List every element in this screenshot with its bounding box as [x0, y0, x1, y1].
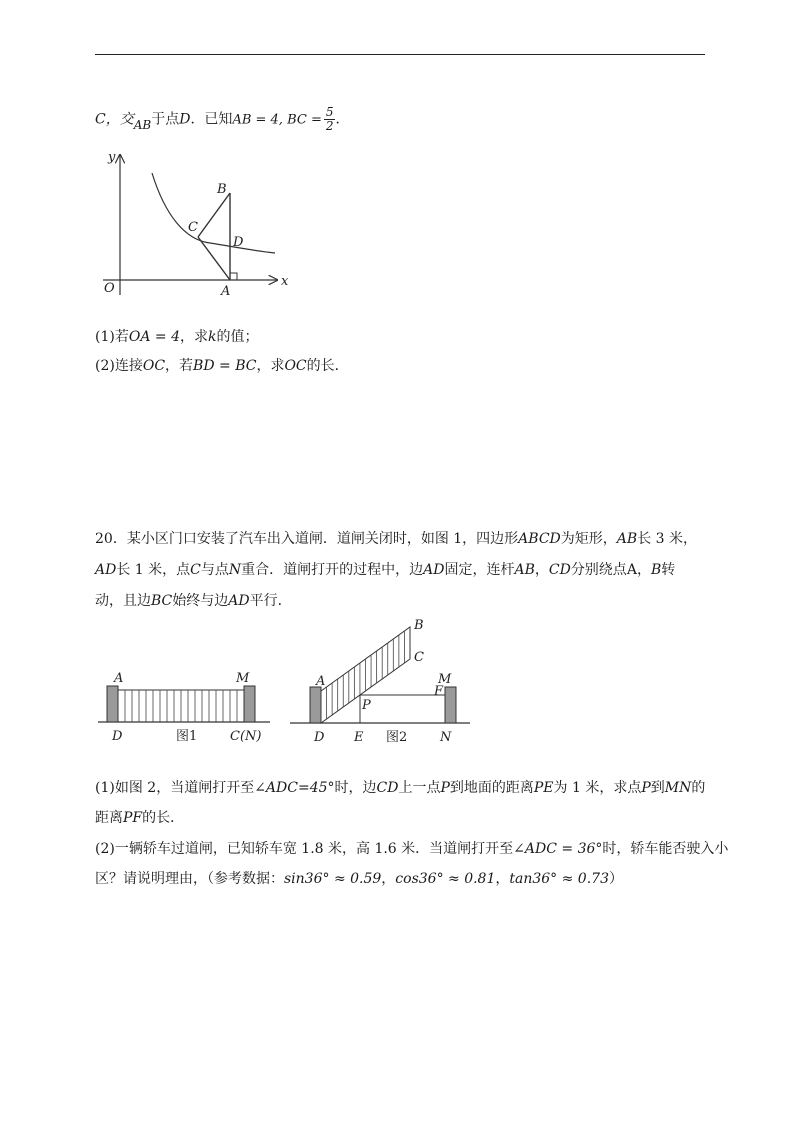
point-d: D — [179, 111, 191, 128]
label-o: O — [104, 281, 115, 296]
fig2-label-c: C — [414, 650, 424, 665]
label-b: B — [217, 182, 227, 197]
q20-2-j: ） — [608, 871, 623, 887]
fig1-label-cn: C(N) — [230, 729, 262, 744]
q19-2-oc: OC — [142, 358, 166, 374]
figure-2-open-gate — [290, 615, 490, 755]
q20-l3c: 始终与边 — [172, 593, 229, 609]
q19-1-equation: OA = 4 — [128, 329, 180, 345]
fig2-label-d: D — [314, 730, 325, 745]
q20-1-e: 上一点 — [398, 780, 441, 796]
q19-2-suffix: 的长． — [306, 358, 349, 374]
q20-2-d: 区？请说明理由，（参考数据： — [95, 871, 284, 887]
q20-n: N — [228, 562, 242, 578]
text-at-point: 于点 — [151, 111, 180, 128]
q20-l3e: 平行． — [249, 593, 292, 609]
q20-ad: AD — [95, 562, 117, 578]
fig1-label-d: D — [112, 729, 123, 744]
q20-1-p-end: 的长． — [142, 810, 185, 826]
q20-bc: BC — [151, 593, 173, 609]
q20-1-angle: ∠ADC=45° — [254, 780, 335, 796]
figure-1-closed-gate — [98, 660, 278, 750]
q19-1-mid: ，求 — [179, 329, 208, 345]
q20-ad2: AD — [423, 562, 445, 578]
question-19-1 — [95, 327, 258, 347]
q19-2-oc2: OC — [284, 358, 307, 374]
question-19-2 — [95, 356, 349, 376]
given-equation: AB = 4, BC = — [232, 112, 322, 128]
q20-c: C — [190, 562, 201, 578]
q20-cd: CD — [548, 562, 571, 578]
q20-l2d: 与点 — [200, 562, 229, 578]
question-20-1-line-2 — [95, 808, 184, 828]
segment-bc-line — [198, 193, 230, 237]
q19-1-prefix: (1)若 — [95, 329, 129, 345]
figure-19-graph — [95, 145, 295, 305]
label-c: C — [188, 220, 198, 235]
q20-1-p: P — [440, 780, 450, 796]
q20-1-i: 为 1 米，求点 — [553, 780, 642, 796]
q20-2-f: ， — [381, 871, 396, 887]
question-20-1-line-1 — [95, 778, 705, 798]
fig1-label-a: A — [114, 671, 124, 686]
q20-2-c: 时，轿车能否驶入小 — [602, 841, 729, 857]
fig2-label-b: B — [414, 618, 424, 633]
right-angle-mark — [230, 273, 237, 280]
q20-ab2: AB — [514, 562, 535, 578]
q20-ad3: AD — [228, 593, 250, 609]
left-post-2 — [310, 687, 321, 723]
q20-2-a: (2)一辆轿车过道闸，已知轿车宽 1.8 米，高 1.6 米．当道闸打开至 — [95, 841, 514, 857]
left-post — [107, 686, 118, 722]
gate-vertical-bars — [125, 690, 237, 722]
text-c-intersect: C，交 — [95, 111, 134, 128]
q20-l1c: 为矩形， — [560, 531, 617, 547]
q19-2-equation: BD = BC — [193, 358, 257, 374]
q20-2-h: ， — [495, 871, 510, 887]
hyperbola-curve — [152, 173, 275, 253]
fig2-label-a: A — [316, 674, 326, 689]
label-d: D — [233, 235, 244, 250]
problem-19-continuation — [95, 106, 349, 133]
label-x: x — [281, 274, 289, 289]
q19-1-suffix: 的值； — [216, 329, 259, 345]
label-y: y — [108, 150, 116, 165]
q20-l2h: 固定，连杆 — [444, 562, 515, 578]
fig2-label-n: N — [440, 730, 452, 745]
q20-2-sin: sin36° ≈ 0.59 — [284, 871, 382, 887]
fraction-denominator: 2 — [325, 119, 334, 133]
q20-l2f: 重合．道闸打开的过程中，边 — [241, 562, 424, 578]
q20-2-angle: ∠ADC = 36° — [513, 841, 603, 857]
q20-l3a: 动，且边 — [95, 593, 151, 609]
q20-l2n: ， — [636, 562, 651, 578]
q20-1-g: 到地面的距离 — [449, 780, 534, 796]
problem-20-line-3 — [95, 591, 292, 611]
q19-1-k: k — [207, 329, 217, 345]
problem-20-line-2 — [95, 560, 675, 580]
fig2-label-m: M — [438, 672, 452, 687]
label-a: A — [221, 284, 231, 299]
q20-1-p2: P — [641, 780, 651, 796]
q20-2-tan: tan36° ≈ 0.73 — [509, 871, 609, 887]
q20-b: B — [650, 562, 662, 578]
q20-l1a: 20．某小区门口安装了汽车出入道闸．道闸关闭时，如图 1，四边形 — [95, 531, 519, 547]
fig2-caption: 图2 — [386, 730, 408, 745]
fig2-label-f: F — [434, 684, 444, 699]
segment-ab: AB — [133, 117, 152, 132]
q20-1-m: 的 — [691, 780, 706, 796]
q20-abcd: ABCD — [518, 531, 561, 547]
fig1-caption: 图1 — [176, 729, 198, 744]
fig1-label-m: M — [236, 671, 250, 686]
q20-1-c: 时，边 — [334, 780, 377, 796]
header-rule — [95, 54, 705, 55]
right-post — [244, 686, 255, 722]
q20-1-pf: PF — [123, 810, 143, 826]
q20-1-n: 距离 — [95, 810, 123, 826]
q20-1-k: 到 — [650, 780, 665, 796]
problem-20-line-1 — [95, 529, 697, 549]
q20-l2l: 分别绕点 — [570, 562, 627, 578]
q19-2-prefix: (2)连接 — [95, 358, 143, 374]
fig2-label-p: P — [362, 698, 371, 713]
q20-ab: AB — [616, 531, 638, 547]
q20-a: A — [626, 562, 637, 578]
q20-2-cos: cos36° ≈ 0.81 — [395, 871, 496, 887]
question-20-2-line-1 — [95, 839, 728, 859]
q20-l2j: ， — [534, 562, 549, 578]
q20-1-a: (1)如图 2，当道闸打开至 — [95, 780, 255, 796]
right-post-2 — [445, 687, 456, 723]
q20-l2p: 转 — [661, 562, 676, 578]
q19-2-mid1: ，若 — [165, 358, 194, 374]
fraction-five-halves — [324, 106, 336, 133]
q20-1-mn: MN — [664, 780, 692, 796]
text-given: ．已知 — [190, 111, 233, 128]
q20-1-cd: CD — [376, 780, 399, 796]
q20-1-pe: PE — [533, 780, 554, 796]
q19-2-mid2: ，求 — [256, 358, 285, 374]
fraction-numerator: 5 — [325, 105, 334, 119]
question-20-2-line-2 — [95, 869, 623, 889]
fig2-label-e: E — [354, 730, 364, 745]
q20-l2b: 长 1 米，点 — [116, 562, 191, 578]
period: ． — [335, 111, 350, 128]
q20-l1e: 长 3 米， — [637, 531, 697, 547]
